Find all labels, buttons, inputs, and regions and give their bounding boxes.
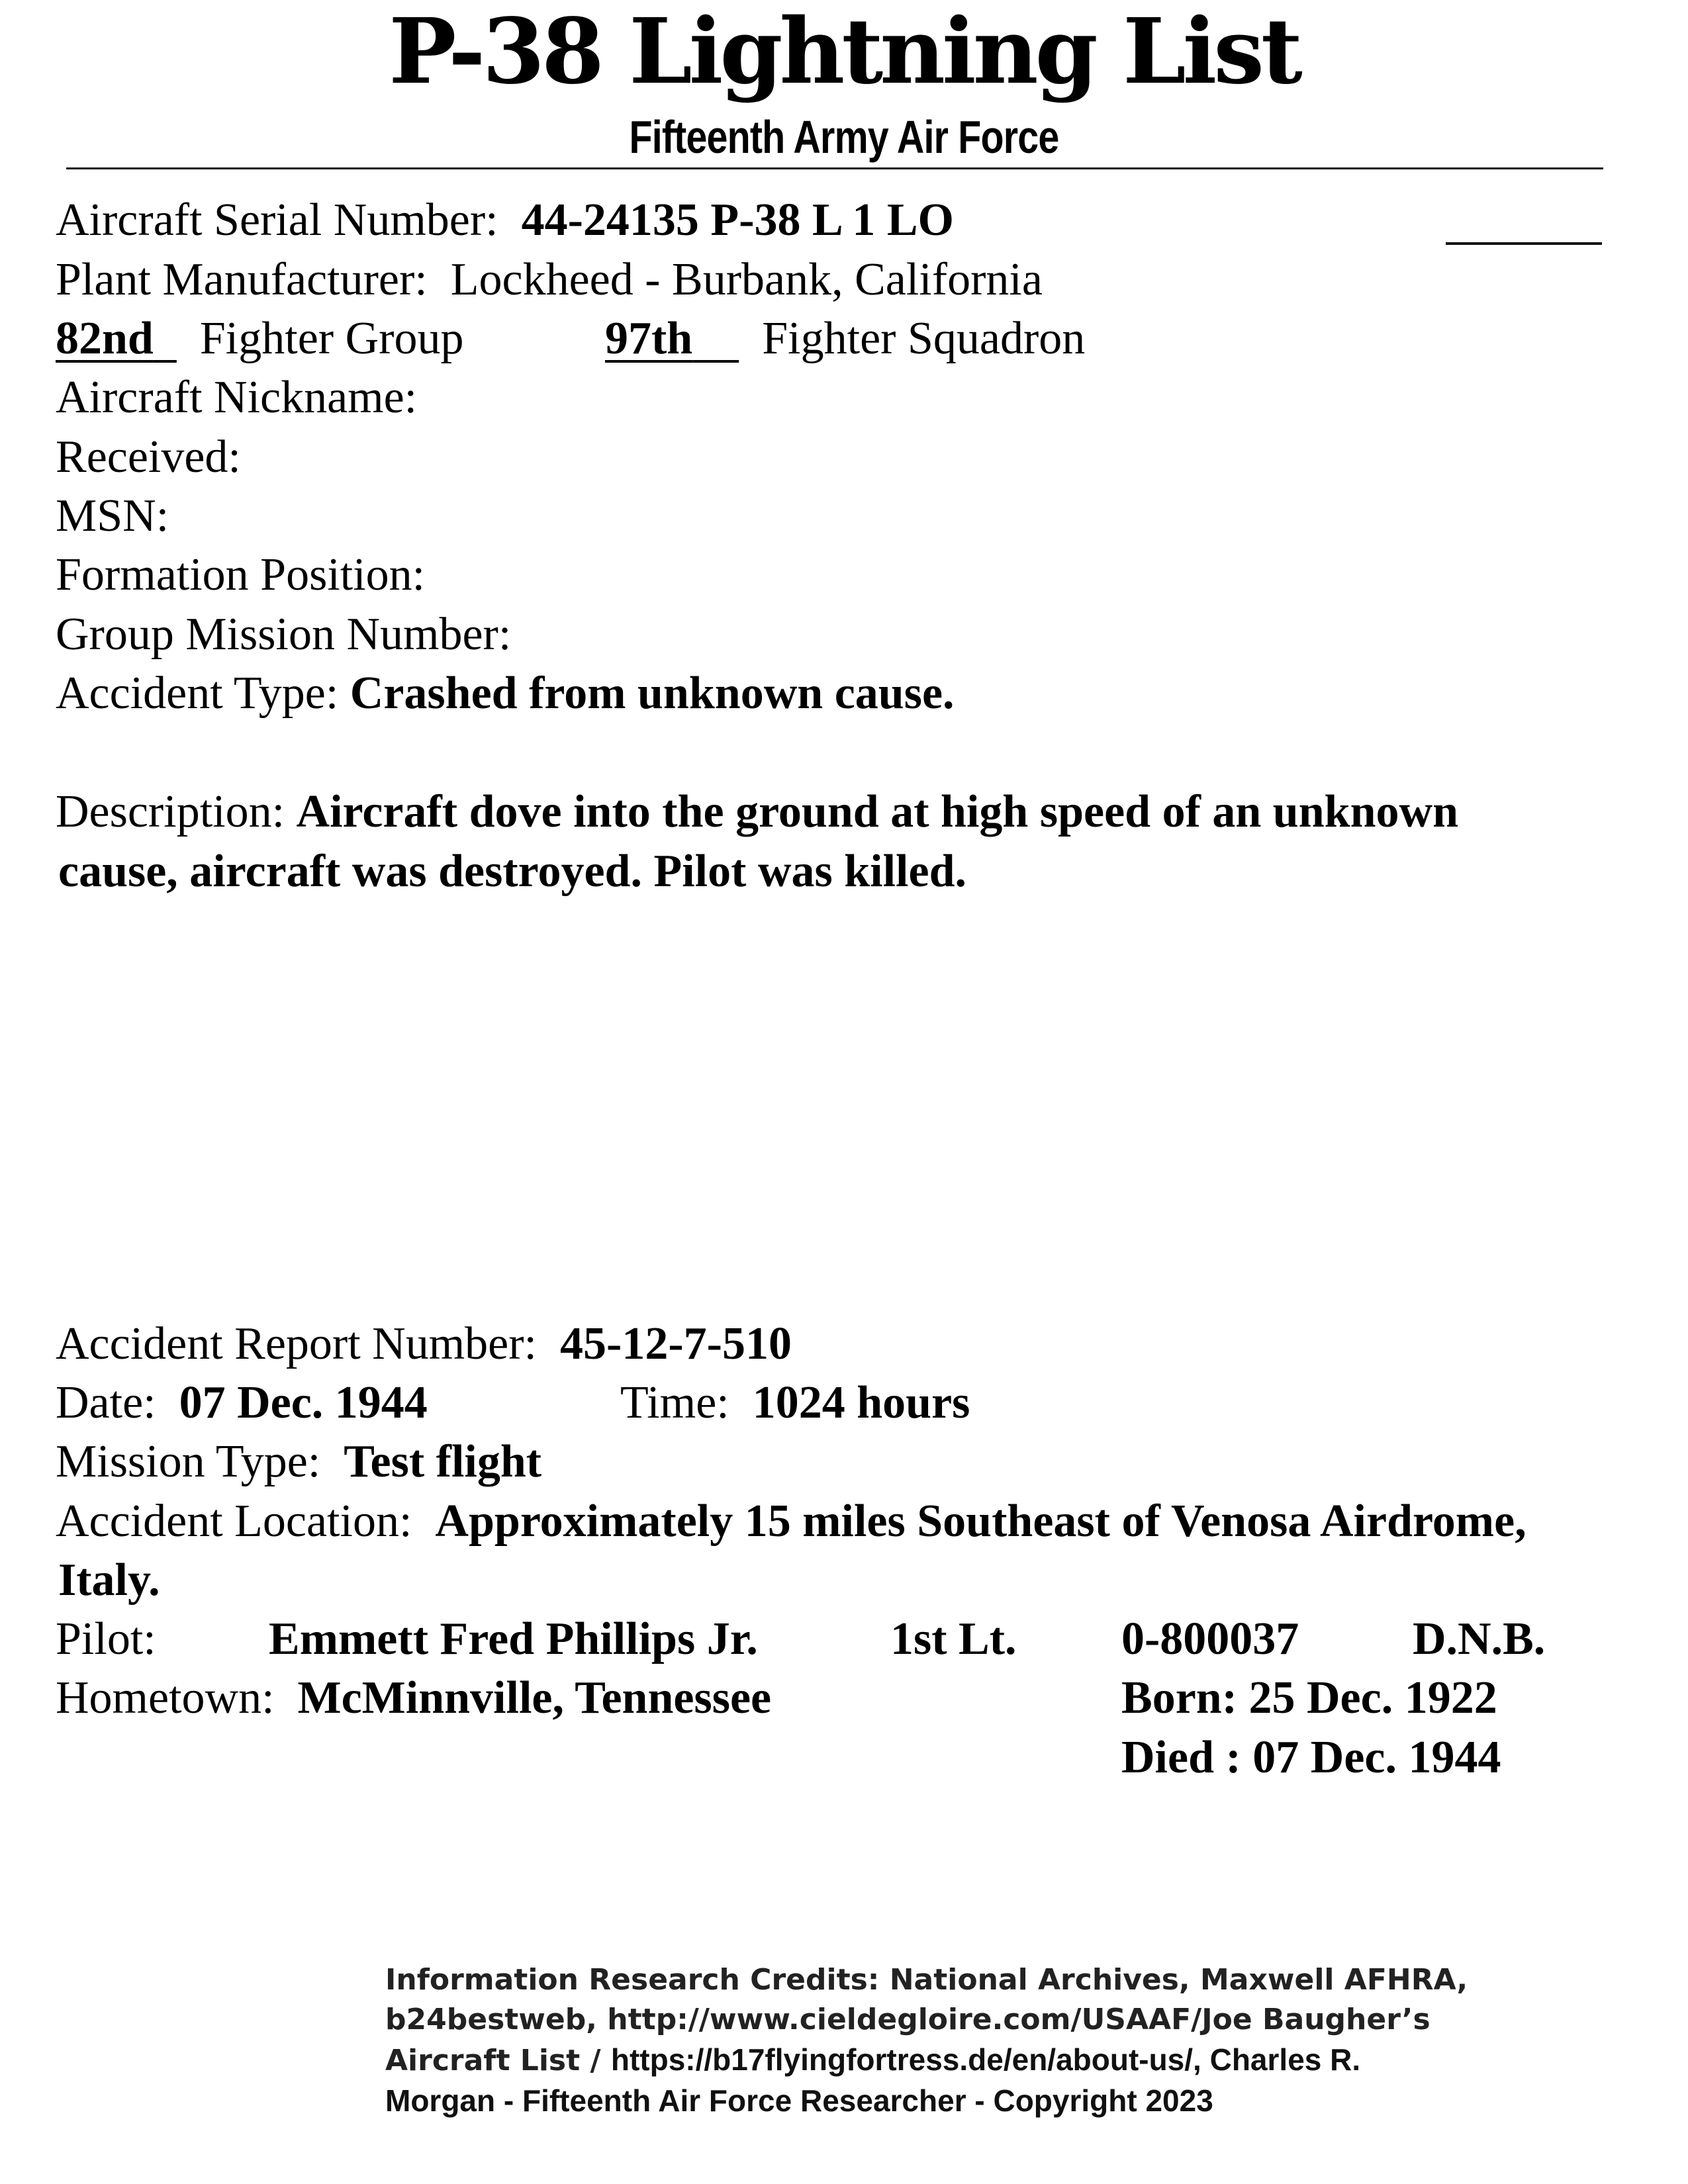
- fighter-group-value: 82nd: [56, 313, 154, 364]
- location-label: Accident Location:: [56, 1496, 412, 1547]
- date-label: Date:: [56, 1377, 156, 1428]
- msn-label: MSN:: [56, 490, 169, 541]
- squadron-row: [605, 313, 1086, 364]
- report-number-value: 45-12-7-510: [560, 1318, 792, 1369]
- pilot-label: Pilot:: [56, 1614, 156, 1664]
- credits-line-3a: Aircraft List /: [385, 2044, 611, 2077]
- accident-type-value: Crashed from unknown cause.: [350, 668, 955, 719]
- mission-type-value: Test flight: [344, 1436, 542, 1487]
- credits-line-3b: https://b17flyingfortress.de/en/about-us/, Charles R.: [610, 2042, 1361, 2077]
- mission-type-row: [56, 1436, 542, 1487]
- location-line-2: Italy.: [58, 1555, 160, 1606]
- date-value: 07 Dec. 1944: [179, 1377, 428, 1428]
- serial-value: 44-24135 P-38 L 1 LO: [521, 195, 954, 246]
- died-date: Died : 07 Dec. 1944: [1121, 1732, 1501, 1783]
- pilot-status: D.N.B.: [1413, 1614, 1546, 1664]
- serial-label: Aircraft Serial Number:: [56, 195, 498, 246]
- hometown-value: McMinnville, Tennessee: [297, 1672, 772, 1723]
- born-date: Born: 25 Dec. 1922: [1121, 1672, 1497, 1723]
- fighter-squadron-value: 97th: [605, 313, 693, 364]
- date-row: [56, 1377, 428, 1428]
- group-mission-number-label: Group Mission Number:: [56, 609, 512, 660]
- blank-line: [1446, 242, 1602, 245]
- group-squadron-row: [56, 313, 464, 364]
- credits-line-3: [385, 2040, 1468, 2081]
- credits-line-2: b24bestweb, http://www.cieldegloire.com/USAAF/Joe Baugher’s: [385, 2003, 1430, 2036]
- fighter-group-label: Fighter Group: [199, 313, 464, 364]
- page-subtitle: Fifteenth Army Air Force: [629, 111, 1059, 163]
- credits-line-1: Information Research Credits: National Archives, Maxwell AFHRA,: [385, 1963, 1468, 1997]
- manufacturer-value: Lockheed - Burbank, California: [450, 254, 1043, 305]
- hometown-label: Hometown:: [56, 1672, 275, 1723]
- accident-type-row: [56, 670, 955, 717]
- accident-type-label: Accident Type:: [56, 668, 339, 719]
- header-divider: [66, 167, 1603, 169]
- location-line-1: Approximately 15 miles Southeast of Venosa Airdrome,: [435, 1496, 1526, 1547]
- location-row: [56, 1498, 1526, 1545]
- report-number-row: [56, 1318, 792, 1369]
- hometown-row: [56, 1672, 772, 1723]
- report-number-label: Accident Report Number:: [56, 1318, 538, 1369]
- credits-block: [385, 1960, 1468, 2120]
- manufacturer-row: [56, 254, 1043, 305]
- pilot-serial: 0-800037: [1121, 1614, 1299, 1664]
- description-line-1: Aircraft dove into the ground at high speed of an unknown: [296, 786, 1459, 837]
- description-label: Description:: [56, 786, 285, 837]
- pilot-name: Emmett Fred Phillips Jr.: [269, 1614, 758, 1664]
- description-row: [56, 786, 1459, 837]
- fighter-squadron-label: Fighter Squadron: [762, 313, 1086, 364]
- time-label: Time:: [620, 1377, 729, 1428]
- formation-position-label: Formation Position:: [56, 549, 426, 600]
- time-value: 1024 hours: [752, 1377, 970, 1428]
- description-line-2: cause, aircraft was destroyed. Pilot was killed.: [58, 846, 967, 897]
- manufacturer-label: Plant Manufacturer:: [56, 254, 428, 305]
- pilot-rank: 1st Lt.: [890, 1614, 1017, 1664]
- serial-row: [56, 197, 954, 244]
- received-label: Received:: [56, 432, 241, 482]
- credits-line-4: Morgan - Fifteenth Air Force Researcher - Copyright 2023: [385, 2083, 1213, 2118]
- nickname-label: Aircraft Nickname:: [56, 372, 418, 423]
- page-title: P-38 Lightning List: [389, 0, 1299, 105]
- time-row: [620, 1377, 970, 1428]
- mission-type-label: Mission Type:: [56, 1436, 321, 1487]
